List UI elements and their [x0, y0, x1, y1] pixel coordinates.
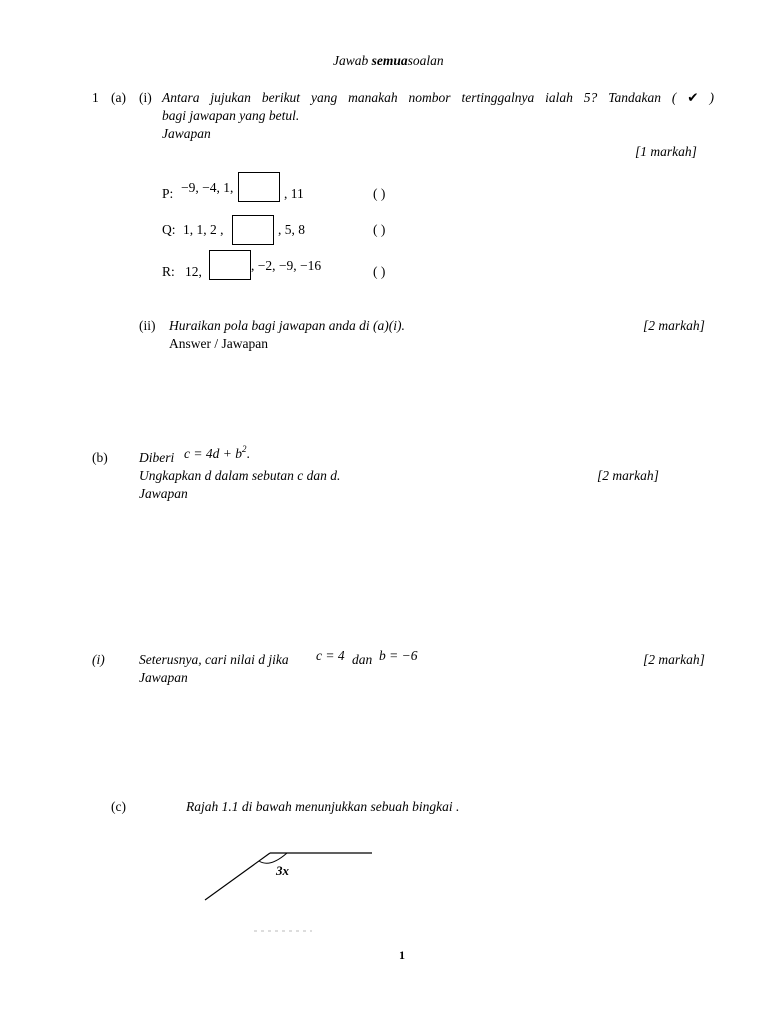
- answer-label: Jawapan: [162, 126, 211, 141]
- option-p-label: P:: [162, 186, 174, 201]
- answer-label-b-i: Jawapan: [139, 670, 188, 685]
- answer-label-b: Jawapan: [139, 486, 188, 501]
- given-label: Diberi: [139, 450, 175, 465]
- option-p-sequence-start: −9, −4, 1,: [181, 180, 234, 195]
- equation-exponent: 2: [241, 444, 247, 454]
- option-q-checkbox[interactable]: ( ): [373, 222, 386, 237]
- marks-b-i: [2 markah]: [643, 652, 705, 667]
- marks-b: [2 markah]: [597, 468, 659, 483]
- option-p-blank-box[interactable]: [238, 172, 280, 202]
- marks-a-i: [1 markah]: [635, 144, 697, 159]
- option-q-blank-box[interactable]: [232, 215, 274, 245]
- equation-end: .: [246, 446, 250, 461]
- figure-slanted-line: [205, 853, 270, 900]
- part-b-label: (b): [92, 450, 108, 465]
- option-q-label: Q:: [162, 222, 176, 237]
- question-c-text: Rajah 1.1 di bawah menunjukkan sebuah bingkai .: [186, 799, 460, 814]
- check-mark-icon: ✔: [687, 90, 699, 105]
- part-c-label: (c): [111, 799, 126, 814]
- option-q-sequence-end: , 5, 8: [278, 222, 305, 237]
- question-number: 1: [92, 90, 99, 105]
- frame-figure: [190, 835, 405, 940]
- equation-b-value: b = −6: [379, 648, 418, 663]
- option-p-sequence-end: , 11: [284, 186, 304, 201]
- question-text: Antara jujukan berikut yang manakah nombor tertinggalnya ialah 5? Tandakan (: [162, 90, 677, 105]
- part-b-i-label: (i): [92, 652, 105, 667]
- option-r-sequence-end: , −2, −9, −16: [251, 258, 322, 273]
- question-b-i-text: Seterusnya, cari nilai d jika: [139, 652, 289, 667]
- option-r-blank-box[interactable]: [209, 250, 251, 280]
- question-b-text: Ungkapkan d dalam sebutan c dan d.: [139, 468, 341, 483]
- equation-text: c = 4d + b: [184, 446, 242, 461]
- option-r-checkbox[interactable]: ( ): [373, 264, 386, 279]
- sub-ii-label: (ii): [139, 318, 156, 333]
- marks-a-ii: [2 markah]: [643, 318, 705, 333]
- figure-angle-label: 3x: [276, 863, 289, 878]
- dan-text: dan: [352, 652, 373, 667]
- part-a-label: (a): [111, 90, 126, 105]
- question-text-end: ): [709, 90, 715, 105]
- header-text-end: soalan: [407, 53, 444, 68]
- option-p-checkbox[interactable]: ( ): [373, 186, 386, 201]
- header-bold-text: semua: [371, 53, 408, 68]
- page-number: 1: [399, 948, 405, 962]
- option-r-label: R:: [162, 264, 175, 279]
- question-a-i-text: [162, 90, 714, 106]
- option-r-sequence-start: 12,: [185, 264, 202, 279]
- sub-i-label: (i): [139, 90, 152, 105]
- header-text: Jawab: [333, 53, 369, 68]
- page-header: [333, 53, 444, 69]
- question-a-ii-text: Huraikan pola bagi jawapan anda di (a)(i).: [169, 318, 405, 333]
- answer-label-ii: [169, 336, 268, 352]
- option-q-sequence-start: 1, 1, 2 ,: [183, 222, 224, 237]
- equation-c-value: c = 4: [316, 648, 345, 663]
- question-a-i-text-2: bagi jawapan yang betul.: [162, 108, 300, 123]
- equation-b: [184, 446, 250, 462]
- answer-text: Answer / Jawapan: [169, 336, 268, 351]
